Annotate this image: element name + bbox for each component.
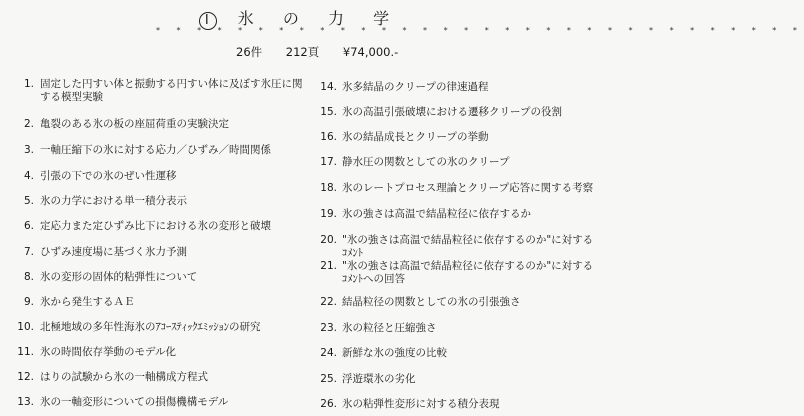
list-item: 26. 氷の粘弾性変形に対する積分表現: [320, 398, 500, 410]
list-item: 9. 氷から発生するＡＥ: [23, 296, 135, 308]
list-item: 20. "氷の強さは高温で結晶粒径に依存するのか"に対するｺﾒﾝﾄ: [320, 234, 594, 259]
list-item: 24. 新鮮な氷の強度の比較: [320, 347, 447, 359]
list-item: 15. 氷の高温引張破壊における遷移クリープの役割: [320, 106, 562, 118]
list-item: 5. 氷の力学における単一積分表示: [23, 195, 187, 207]
title-char: 氷: [237, 9, 256, 28]
list-item: 16. 氷の結晶成長とクリープの挙動: [320, 131, 489, 143]
title-char: 力: [328, 9, 347, 28]
list-item: 1. 固定した円すい体と振動する円すい体に及ぼす氷圧に関する模型実験: [23, 78, 303, 103]
list-item: 12. はりの試験から氷の一軸構成方程式: [17, 371, 208, 383]
page-count: 212頁: [285, 45, 320, 59]
list-item: 8. 氷の変形の固体的粘弾性について: [23, 271, 198, 283]
list-item: 7. ひずみ速度場に基づく氷力予測: [23, 246, 187, 258]
list-item: 21. "氷の強さは高温で結晶粒径に依存するのか"に対するｺﾒﾝﾄへの回答: [320, 260, 594, 285]
list-item: 6. 定応力また定ひずみ比下における氷の変形と破壊: [23, 220, 271, 232]
item-count: 26件: [236, 45, 263, 59]
section-number: I: [199, 12, 217, 30]
list-item: 10. 北極地域の多年性海氷のｱｺｰｽﾃｨｯｸｴﾐｯｼｮﾝの研究: [17, 321, 261, 333]
list-item: 4. 引張の下での氷のぜい性運移: [23, 170, 177, 182]
list-item: 25. 浮遊環氷の劣化: [320, 373, 416, 385]
list-item: 2. 亀裂のある氷の板の座屈荷重の実験決定: [23, 118, 229, 130]
list-item: 13. 氷の一軸変形についての損傷機構モデル: [17, 396, 229, 408]
price: ¥74,000.-: [342, 45, 399, 59]
list-item: 3. 一軸圧縮下の氷に対する応力／ひずみ／時間関係: [23, 144, 271, 156]
list-item: 22. 結晶粒径の関数としての氷の引張強さ: [320, 296, 521, 308]
title-char: 学: [373, 9, 392, 28]
list-item: 23. 氷の粒径と圧縮強さ: [320, 322, 437, 334]
list-item: 18. 氷のレートプロセス理論とクリープ応答に関する考察: [320, 182, 594, 194]
list-item: 17. 静水圧の関数としての氷のクリープ: [320, 156, 510, 168]
list-item: 11. 氷の時間依存挙動のモデル化: [17, 346, 176, 358]
list-item: 14. 氷多結晶のクリープの律速過程: [320, 81, 489, 93]
list-item: 19. 氷の強さは高温で結晶粒径に依存するか: [320, 208, 531, 220]
title-char: の: [282, 9, 301, 28]
decorative-stars: * * * * * * * * * * * * * * * * * * * * * * * * * * * * * * * *: [156, 26, 804, 35]
document-meta: [236, 44, 476, 60]
